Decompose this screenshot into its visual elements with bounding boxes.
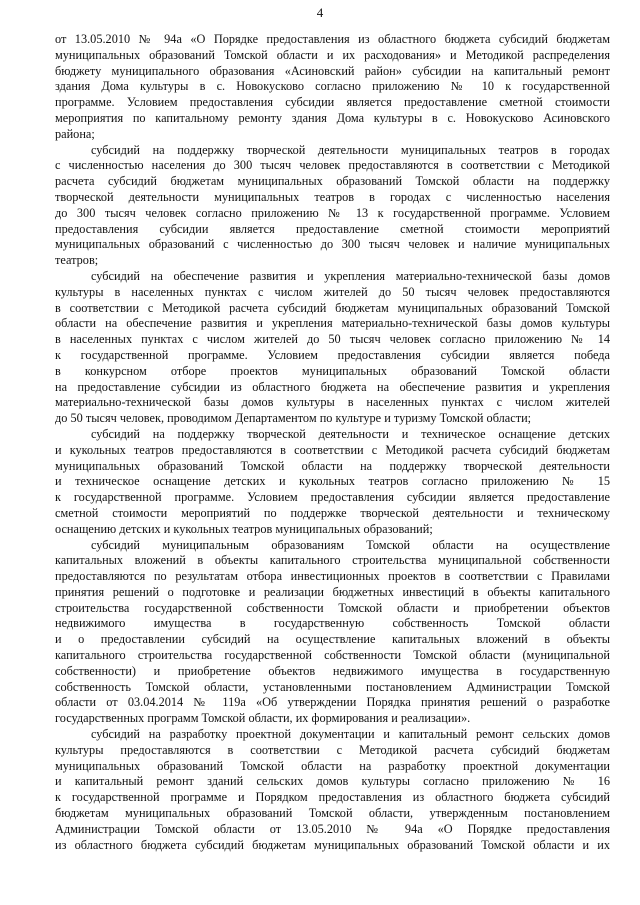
text-line: Администрации Томской области от 13.05.2010 № 94а «О Порядке предоставления bbox=[55, 821, 610, 836]
text-line: в конкурсном отборе проектов муниципальных образований Томской области bbox=[55, 363, 610, 378]
text-line: предоставления субсидии является предоставление сметной стоимости мероприятий bbox=[55, 221, 610, 236]
text-line: от 13.05.2010 № 94а «О Порядке предоставления из областного бюджета субсидий бюджетам bbox=[55, 32, 610, 46]
text-line: собственность Томской области, установленными постановлением Администрации Томской bbox=[55, 679, 610, 694]
text-line: муниципальных образований Томской области на поддержку творческой деятельности bbox=[55, 458, 610, 473]
text-line: субсидий муниципальным образованиям Томской области на осуществление bbox=[91, 537, 610, 552]
text-line: принятия решений о подготовке и реализации бюджетных инвестиций в объекты капитального bbox=[55, 584, 610, 599]
text-line: здания Дома культуры в с. Новокусково согласно приложению № 10 к государственной bbox=[55, 79, 610, 94]
text-line: и о предоставлении субсидий на осуществление капитальных вложений в объекты bbox=[55, 632, 610, 647]
text-line: творческой деятельности муниципальных театров в городах с численностью населения bbox=[55, 189, 610, 204]
text-line: области от 03.04.2014 № 119а «Об утверждении Порядка принятия решений о разработке bbox=[55, 695, 610, 710]
text-line: оснащению детских и кукольных театров муниципальных образований; bbox=[55, 521, 433, 536]
text-line: района; bbox=[55, 126, 95, 141]
text-line: с численностью населения до 300 тысяч человек предоставляются в соответствии с Методикой bbox=[55, 158, 610, 173]
text-line: к государственной программе. Условием предоставления субсидии является победа bbox=[55, 347, 610, 362]
text-line: в соответствии с Методикой расчета субсидий бюджетам муниципальных образований Томской bbox=[55, 300, 610, 315]
body-text bbox=[55, 32, 610, 853]
text-line: к государственной программе и Порядком предоставления из областного бюджета субсидий bbox=[55, 790, 610, 805]
text-line: расчета субсидий бюджетам муниципальных образований Томской области на поддержку bbox=[55, 174, 610, 189]
text-line: мероприятия по капитальному ремонту здания Дома культуры в с. Новокусково Асиновского bbox=[55, 110, 610, 125]
text-line: области на обеспечение развития и укрепления материально-технической базы домов культуры bbox=[55, 316, 610, 331]
text-line: до 300 тысяч человек согласно приложению № 13 к государственной программе. Условием bbox=[55, 205, 610, 220]
text-line: собственности) и приобретение объектов недвижимого имущества в государственную bbox=[55, 663, 610, 678]
page-number: 4 bbox=[316, 5, 324, 20]
text-line: муниципальных образований с численностью до 300 тысяч человек и наличие муниципальных bbox=[55, 237, 610, 252]
text-line: государственных программ Томской области, их формирования и реализации». bbox=[55, 711, 471, 726]
text-line: капитальных вложений в объекты капитального строительства муниципальной собственности bbox=[55, 553, 610, 568]
text-line: программе. Условием предоставления субсидии является предоставление сметной стоимости bbox=[55, 95, 610, 110]
text-line: субсидий на разработку проектной документации и капитальный ремонт сельских домов bbox=[91, 727, 610, 742]
text-line: в населенных пунктах с числом жителей до 50 тысяч человек согласно приложению № 14 bbox=[55, 332, 610, 347]
text-line: муниципальных образований Томской области на разработку проектной документации bbox=[55, 758, 610, 773]
text-line: сметной стоимости мероприятий по поддержке творческой деятельности и техническому bbox=[55, 505, 610, 520]
text-line: культуры предоставляются в соответствии с Методикой расчета субсидий бюджетам bbox=[55, 742, 610, 757]
text-line: театров; bbox=[55, 253, 99, 268]
text-line: культуры в населенных пунктах с числом жителей до 50 тысяч человек предоставляются bbox=[55, 284, 610, 299]
text-line: материально-технической базы домов культуры в населенных пунктах с числом жителей bbox=[55, 395, 610, 410]
text-line: муниципальных образований Томской области и их расходования» и Методикой распределения bbox=[55, 47, 610, 62]
text-line: бюджету муниципального образования «Асиновский район» субсидии на капитальный ремонт bbox=[55, 63, 610, 78]
text-line: до 50 тысяч человек, проводимом Департаментом по культуре и туризму Томской области; bbox=[55, 411, 532, 426]
text-line: субсидий на поддержку творческой деятельности и техническое оснащение детских bbox=[91, 426, 610, 441]
text-line: и капитальный ремонт зданий сельских домов культуры согласно приложению № 16 bbox=[55, 774, 610, 789]
text-line: субсидий на обеспечение развития и укрепления материально-технической базы домов bbox=[91, 268, 610, 283]
text-line: на предоставление субсидии из областного бюджета на обеспечение развития и укрепления bbox=[55, 379, 610, 394]
text-line: и техническое оснащение детских и кукольных театров согласно приложению № 15 bbox=[55, 474, 610, 489]
text-line: капитального строительства государственной собственности Томской области (муниципальной bbox=[55, 648, 610, 663]
text-line: субсидий на поддержку творческой деятельности муниципальных театров в городах bbox=[91, 142, 610, 157]
text-line: к государственной программе. Условием предоставления субсидии является предоставление bbox=[55, 490, 610, 505]
text-line: строительства государственной собственности Томской области и приобретении объектов bbox=[55, 600, 610, 615]
text-line: бюджетам муниципальных образований Томской области, утвержденным постановлением bbox=[55, 806, 610, 821]
text-line: предоставляются по результатам отбора инвестиционных проектов в соответствии с Правилами bbox=[55, 569, 610, 584]
text-line: недвижимого имущества в государственную собственность Томской области bbox=[55, 616, 610, 631]
text-line: и кукольных театров предоставляются в соответствии с Методикой расчета субсидий бюджетам bbox=[55, 442, 610, 457]
text-line: из областного бюджета субсидий бюджетам муниципальных образований Томской области и их bbox=[55, 837, 610, 852]
